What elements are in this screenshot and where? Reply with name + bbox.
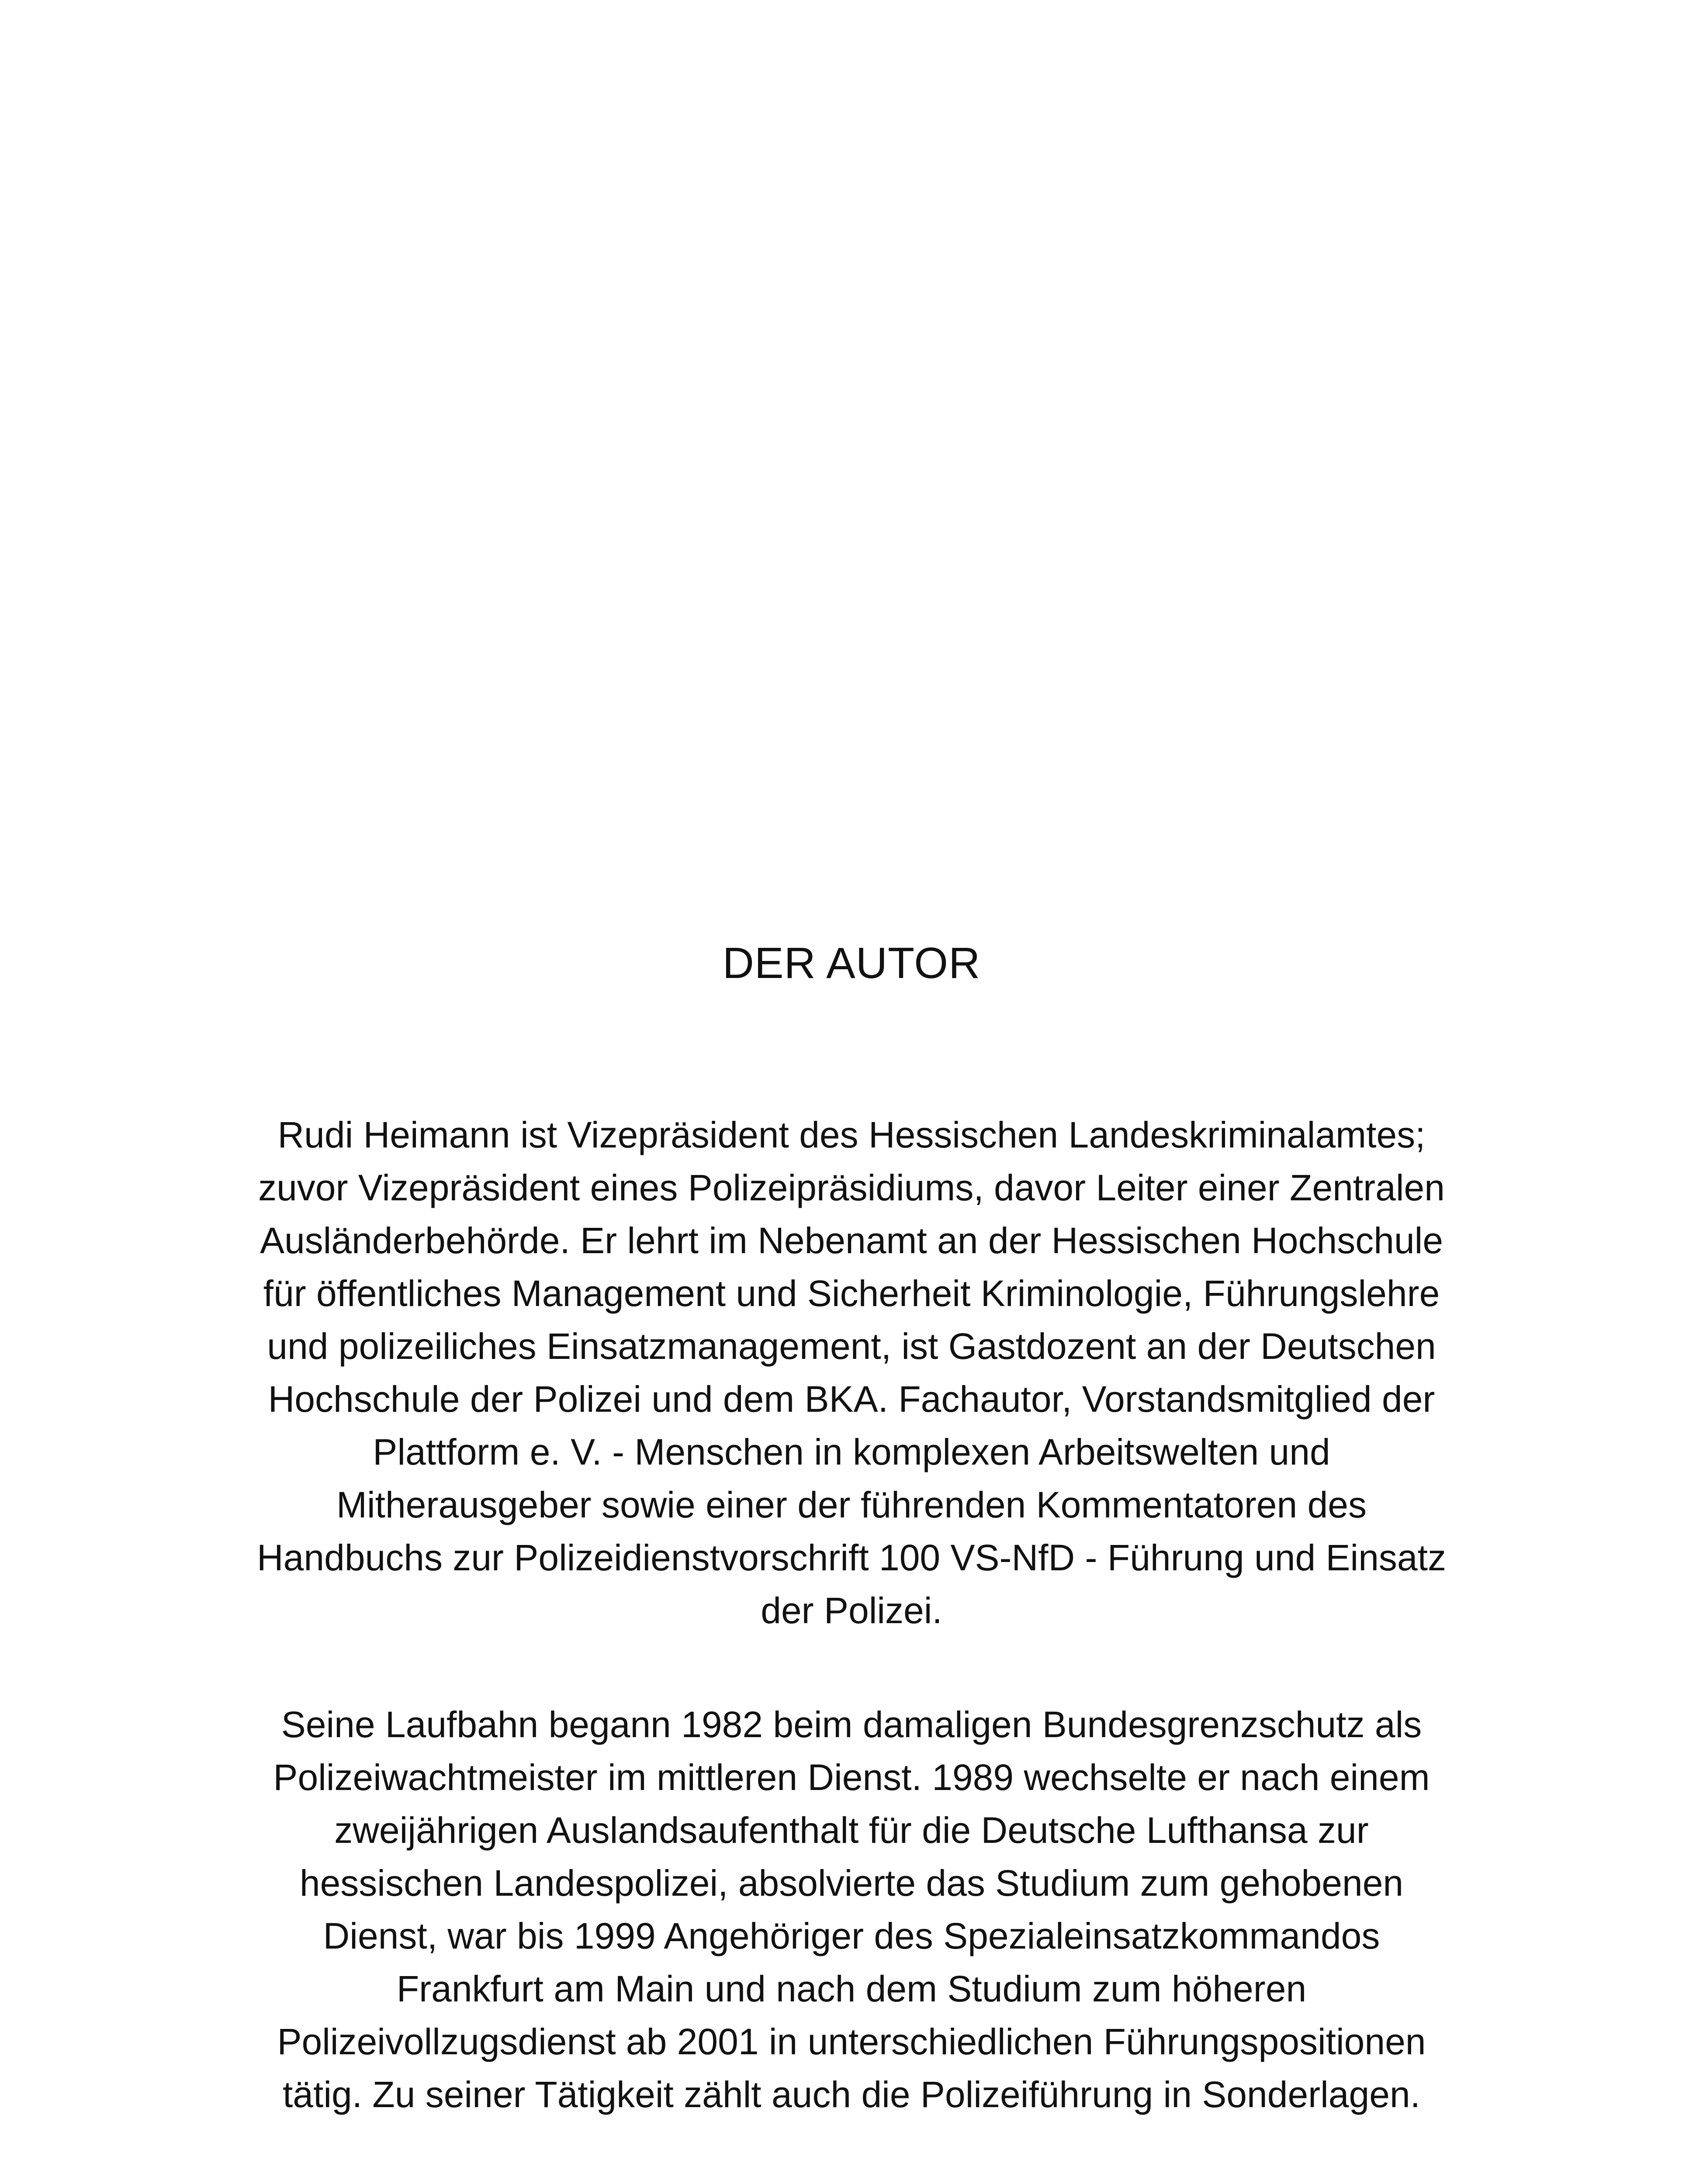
text-line: Seine Laufbahn begann 1982 beim damaligen Bundesgrenzschutz als <box>281 1704 1422 1745</box>
text-line: für öffentliches Management und Sicherheit Kriminologie, Führungslehre <box>263 1273 1440 1314</box>
text-line: Plattform e. V. - Menschen in komplexen Arbeitswelten und <box>373 1431 1330 1472</box>
text-line: zuvor Vizepräsident eines Polizeipräsidiums, davor Leiter einer Zentralen <box>258 1167 1445 1208</box>
text-line: der Polizei. <box>761 1590 942 1631</box>
text-line: Polizeivollzugsdienst ab 2001 in unterschiedlichen Führungspositionen <box>277 2021 1426 2062</box>
text-line: Mitherausgeber sowie einer der führenden Kommentatoren des <box>336 1484 1367 1525</box>
text-line: Handbuchs zur Polizeidienstvorschrift 100 VS-NfD - Führung und Einsatz <box>257 1537 1446 1578</box>
page-heading: DER AUTOR <box>722 939 981 988</box>
author-bio-paragraph-1 <box>183 1109 1520 1637</box>
text-line: Rudi Heimann ist Vizepräsident des Hessischen Landeskriminalamtes; <box>277 1114 1426 1155</box>
text-line: tätig. Zu seiner Tätigkeit zählt auch die Polizeiführung in Sonderlagen. <box>282 2074 1421 2115</box>
text-line: und polizeiliches Einsatzmanagement, ist Gastdozent an der Deutschen <box>267 1326 1436 1367</box>
text-line: zweijährigen Auslandsaufenthalt für die Deutsche Lufthansa zur <box>334 1810 1369 1851</box>
text-line: Dienst, war bis 1999 Angehöriger des Spezialeinsatzkommandos <box>323 1915 1380 1956</box>
text-line: Frankfurt am Main und nach dem Studium zum höheren <box>396 1968 1307 2009</box>
text-line: Ausländerbehörde. Er lehrt im Nebenamt an der Hessischen Hochschule <box>260 1220 1443 1261</box>
text-line: hessischen Landespolizei, absolvierte das Studium zum gehobenen <box>299 1863 1404 1904</box>
text-line: Polizeiwachtmeister im mittleren Dienst. 1989 wechselte er nach einem <box>273 1757 1430 1798</box>
text-line: Hochschule der Polizei und dem BKA. Fachautor, Vorstandsmitglied der <box>268 1379 1435 1420</box>
author-bio-paragraph-2 <box>183 1698 1520 2121</box>
